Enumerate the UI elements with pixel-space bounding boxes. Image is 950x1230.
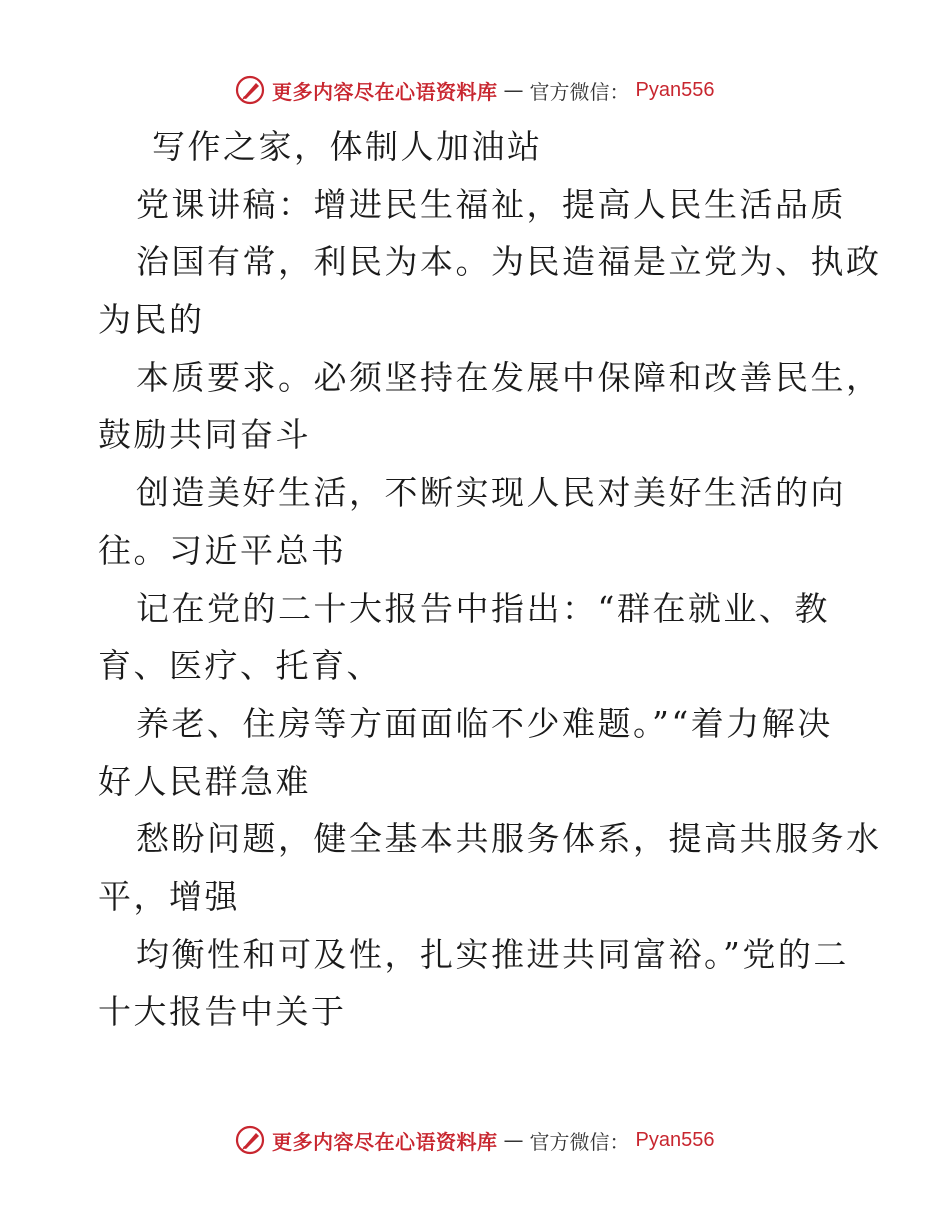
- quill-logo-icon: [234, 74, 266, 106]
- document-title: 党课讲稿：增进民生福祉，提高人民生活品质: [136, 184, 846, 224]
- footer-watermark: [234, 1120, 714, 1160]
- text-line: 均衡性和可及性，扎实推进共同富裕。”党的二: [136, 934, 849, 974]
- quill-logo-icon: [234, 1124, 266, 1156]
- document-body: [98, 118, 882, 1041]
- watermark-site-text: 更多内容尽在心语资料库: [272, 1129, 498, 1154]
- text-line: 平，增强: [98, 876, 240, 916]
- watermark-site-text: 更多内容尽在心语资料库: [272, 79, 498, 104]
- text-line: 愁盼问题，健全基本共服务体系，提高共服务水: [136, 819, 882, 859]
- watermark-wechat-label: 官方微信：: [529, 79, 630, 104]
- text-line: 创造美好生活，不断实现人民对美好生活的向: [136, 473, 846, 513]
- watermark-wechat-id: Pyan556: [635, 1128, 715, 1151]
- watermark-dash: —: [503, 1128, 524, 1152]
- text-line: 记在党的二十大报告中指出：“群在就业、教: [136, 588, 830, 628]
- text-line: 本质要求。必须坚持在发展中保障和改善民生，: [136, 357, 882, 397]
- header-watermark: [234, 70, 714, 110]
- text-line: 养老、住房等方面面临不少难题。”“着力解决: [136, 703, 833, 743]
- text-line: 鼓励共同奋斗: [98, 415, 311, 455]
- watermark-dash: —: [503, 78, 524, 102]
- text-line: 育、医疗、托育、: [98, 646, 382, 686]
- watermark-wechat-label: 官方微信：: [529, 1129, 630, 1154]
- text-line: 往。习近平总书: [98, 530, 347, 570]
- text-line: 十大报告中关于: [98, 992, 347, 1032]
- text-line: 好人民群急难: [98, 761, 311, 801]
- text-line: 为民的: [98, 300, 205, 340]
- text-line: 治国有常，利民为本。为民造福是立党为、执政: [136, 242, 882, 282]
- site-slogan: 写作之家，体制人加油站: [152, 127, 543, 166]
- watermark-wechat-id: Pyan556: [635, 78, 715, 101]
